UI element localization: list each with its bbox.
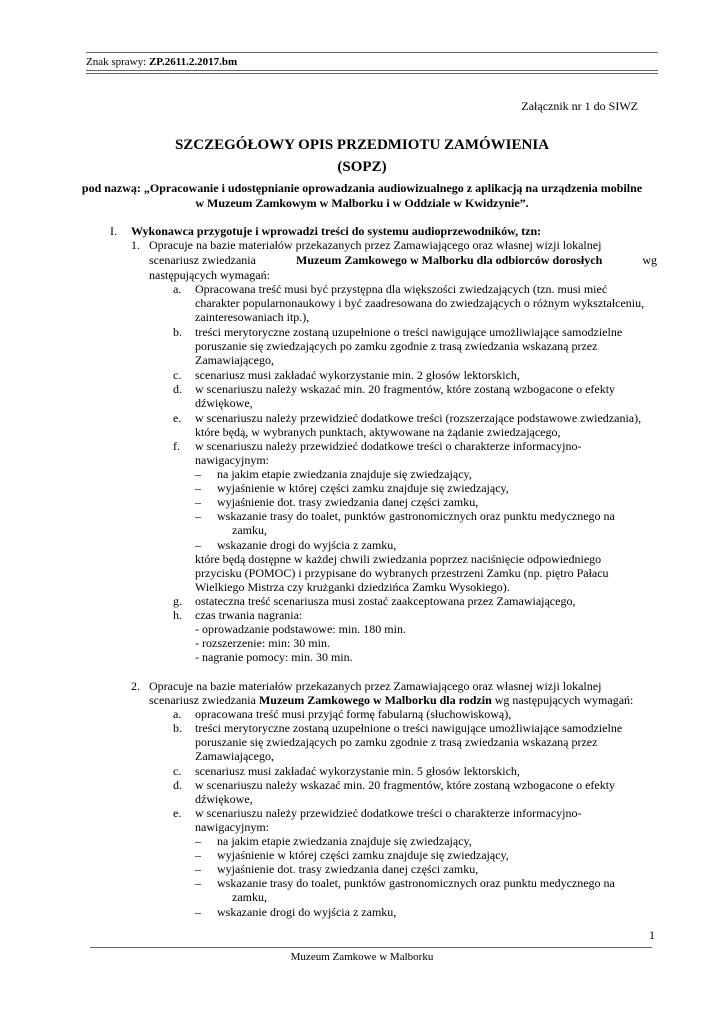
item-2c-line-1: scenariusz musi zakładać wykorzystanie min. 5 głosów lektorskich, [195,764,520,778]
p1-bullet-2: wyjaśnienie w której części zamku znajduje się zwiedzający, [217,481,509,495]
bullet-dash: – [195,848,201,862]
bullet-dash: – [195,905,201,919]
item-2c-label: c. [173,764,182,778]
item-1f-line-2: nawigacyjnym: [195,453,269,467]
item-1h-line-1: czas trwania nagrania: [195,608,303,622]
item-1h-line-3: - rozszerzenie: min: 30 min. [195,636,330,650]
item-2d-line-1: w scenariuszu należy wskazać min. 20 fragmentów, które zostaną wzbogacone o efekty [195,778,616,792]
p1-after-line-1: które będą dostępne w każdej chwili zwiedzania poprzez naciśnięcie odpowiedniego [195,552,602,566]
item-1a-label: a. [173,282,182,296]
bullet-dash: – [195,834,201,848]
item-1h-line-2: - oprowadzanie podstawowe: min. 180 min. [195,622,406,636]
page-title: SZCZEGÓŁOWY OPIS PRZEDMIOTU ZAMÓWIENIA [174,137,550,153]
item-1d-line-1: w scenariuszu należy wskazać min. 20 fragmentów, które zostaną wzbogacone o efekty [195,382,616,396]
case-number-line [86,56,237,68]
item-1a-line-3: zainteresowaniach itp.), [195,310,310,324]
point-1-line-2 [149,253,657,268]
item-1e-line-2: które będą, w wybranych punktach, aktywowane na żądanie zwiedzającego, [195,425,561,439]
item-2d-line-2: dźwiękowe, [195,792,253,806]
p2-bullet-5: wskazanie drogi do wyjścia z zamku, [217,905,397,919]
attachment-label: Załącznik nr 1 do SIWZ [521,99,638,113]
section-number: I. [110,224,117,238]
item-2e-label: e. [173,806,182,820]
item-2d-label: d. [173,778,182,792]
item-2e-line-2: nawigacyjnym: [195,820,269,834]
item-2a-label: a. [173,707,182,721]
p1-bullet-5: wskazanie drogi do wyjścia z zamku, [217,538,397,552]
point-2-line-1: Opracuje na bazie materiałów przekazanych przez Zamawiającego oraz własnej wizji lokalnej [149,679,602,693]
contract-name-line-2: w Muzeum Zamkowym w Malborku i w Oddziale w Kwidzynie”. [195,196,529,210]
item-1c-line-1: scenariusz musi zakładać wykorzystanie min. 2 głosów lektorskich, [195,368,520,382]
bullet-dash: – [195,481,201,495]
point-1-line-3: następujących wymagań: [149,268,270,282]
item-2b-line-2: poruszanie się zwiedzających po zamku zgodnie z trasą zwiedzania wskazaną przez [195,735,598,749]
p2-bullet-2: wyjaśnienie w której części zamku znajduje się zwiedzający, [217,848,509,862]
item-1b-label: b. [173,325,182,339]
p1-bullet-4-cont: zamku, [232,523,267,537]
item-1b-line-3: Zamawiającego, [195,353,274,367]
item-1b-line-2: poruszanie się zwiedzających po zamku zgodnie z trasą zwiedzania wskazaną przez [195,339,598,353]
point-1-number: 1. [131,238,140,252]
item-1c-label: c. [173,368,182,382]
header-rule-bottom [86,70,658,71]
point-1-text-a: scenariusz zwiedzania [149,253,256,267]
p2-bullet-1: na jakim etapie zwiedzania znajduje się zwiedzający, [217,834,472,848]
item-2b-label: b. [173,721,182,735]
case-number: ZP.2611.2.2017.bm [148,56,238,68]
item-1g-label: g. [173,594,182,608]
point-1-text-c: wg [642,253,657,267]
item-1d-label: d. [173,382,182,396]
item-1h-line-4: - nagranie pomocy: min. 30 min. [195,650,353,664]
bullet-dash: – [195,495,201,509]
item-2b-line-1: treści merytoryczne zostaną uzupełnione o treści nawigujące umożliwiające samodzielne [195,721,623,735]
item-1a-line-1: Opracowana treść musi być przystępna dla większości zwiedzających (tzn. musi mieć [195,282,608,296]
item-1e-label: e. [173,411,182,425]
item-1h-label: h. [173,608,182,622]
header-rule-top [86,52,658,53]
item-1b-line-1: treści merytoryczne zostaną uzupełnione o treści nawigujące umożliwiające samodzielne [195,325,623,339]
contract-name-line-1: pod nazwą: „Opracowanie i udostępnianie oprowadzania audiowizualnego z aplikacją na urządzenia mobilne [81,181,643,195]
item-1f-label: f. [173,439,180,453]
p2-bullet-4: wskazanie trasy do toalet, punktów gastronomicznych oraz punktu medycznego na [217,876,615,890]
item-1f-line-1: w scenariuszu należy przewidzieć dodatkowe treści o charakterze informacyjno- [195,439,582,453]
point-2-audience: Muzeum Zamkowego w Malborku dla rodzin [258,693,492,707]
footer-rule [90,947,652,948]
p1-after-line-2: przycisku (POMOC) i przypisane do wybranych przestrzeni Zamku (np. piętro Pałacu [195,566,609,580]
bullet-dash: – [195,876,201,890]
item-1e-line-1: w scenariuszu należy przewidzieć dodatkowe treści (rozszerzające podstawowe zwiedzania), [195,411,642,425]
item-2b-line-3: Zamawiającego, [195,749,274,763]
point-1-audience: Muzeum Zamkowego w Malborku dla odbiorców dorosłych [296,253,603,267]
point-2-text-c: wg następujących wymagań: [491,693,634,707]
item-2e-line-1: w scenariuszu należy przewidzieć dodatkowe treści o charakterze informacyjno- [195,806,582,820]
p1-bullet-3: wyjaśnienie dot. trasy zwiedzania danej części zamku, [217,495,479,509]
p2-bullet-4-cont: zamku, [232,890,267,904]
bullet-dash: – [195,862,201,876]
item-1d-line-2: dźwiękowe, [195,396,253,410]
header-rule-bottom-2 [86,73,658,74]
item-2a-line-1: opracowana treść musi przyjąć formę fabularną (słuchowiskową), [195,707,512,721]
item-1g-line-1: ostateczna treść scenariusza musi zostać zaakceptowana przez Zamawiającego, [195,594,576,608]
footer-text: Muzeum Zamkowe w Malborku [290,951,434,963]
point-2-line-2 [149,693,633,708]
section-heading: Wykonawca przygotuje i wprowadzi treści do systemu audioprzewodników, tzn: [131,224,542,238]
p1-bullet-1: na jakim etapie zwiedzania znajduje się zwiedzający, [217,467,472,481]
case-label: Znak sprawy: [86,56,149,68]
point-2-text-a: scenariusz zwiedzania [149,693,259,707]
point-2-number: 2. [131,679,140,693]
item-1a-line-2: charakter popularnonaukowy i być zaadresowana do zwiedzających o różnym wykształceniu, [195,296,645,310]
p1-after-line-3: Wielkiego Mistrza czy krużganki dziedzińca Zamku Wysokiego). [195,580,510,594]
bullet-dash: – [195,467,201,481]
page-subtitle: (SOPZ) [337,159,387,175]
p2-bullet-3: wyjaśnienie dot. trasy zwiedzania danej części zamku, [217,862,479,876]
p1-bullet-4: wskazanie trasy do toalet, punktów gastronomicznych oraz punktu medycznego na [217,509,615,523]
page-number: 1 [649,928,655,942]
point-1-line-1: Opracuje na bazie materiałów przekazanych przez Zamawiającego oraz własnej wizji lokalnej [149,238,602,252]
bullet-dash: – [195,509,201,523]
bullet-dash: – [195,538,201,552]
